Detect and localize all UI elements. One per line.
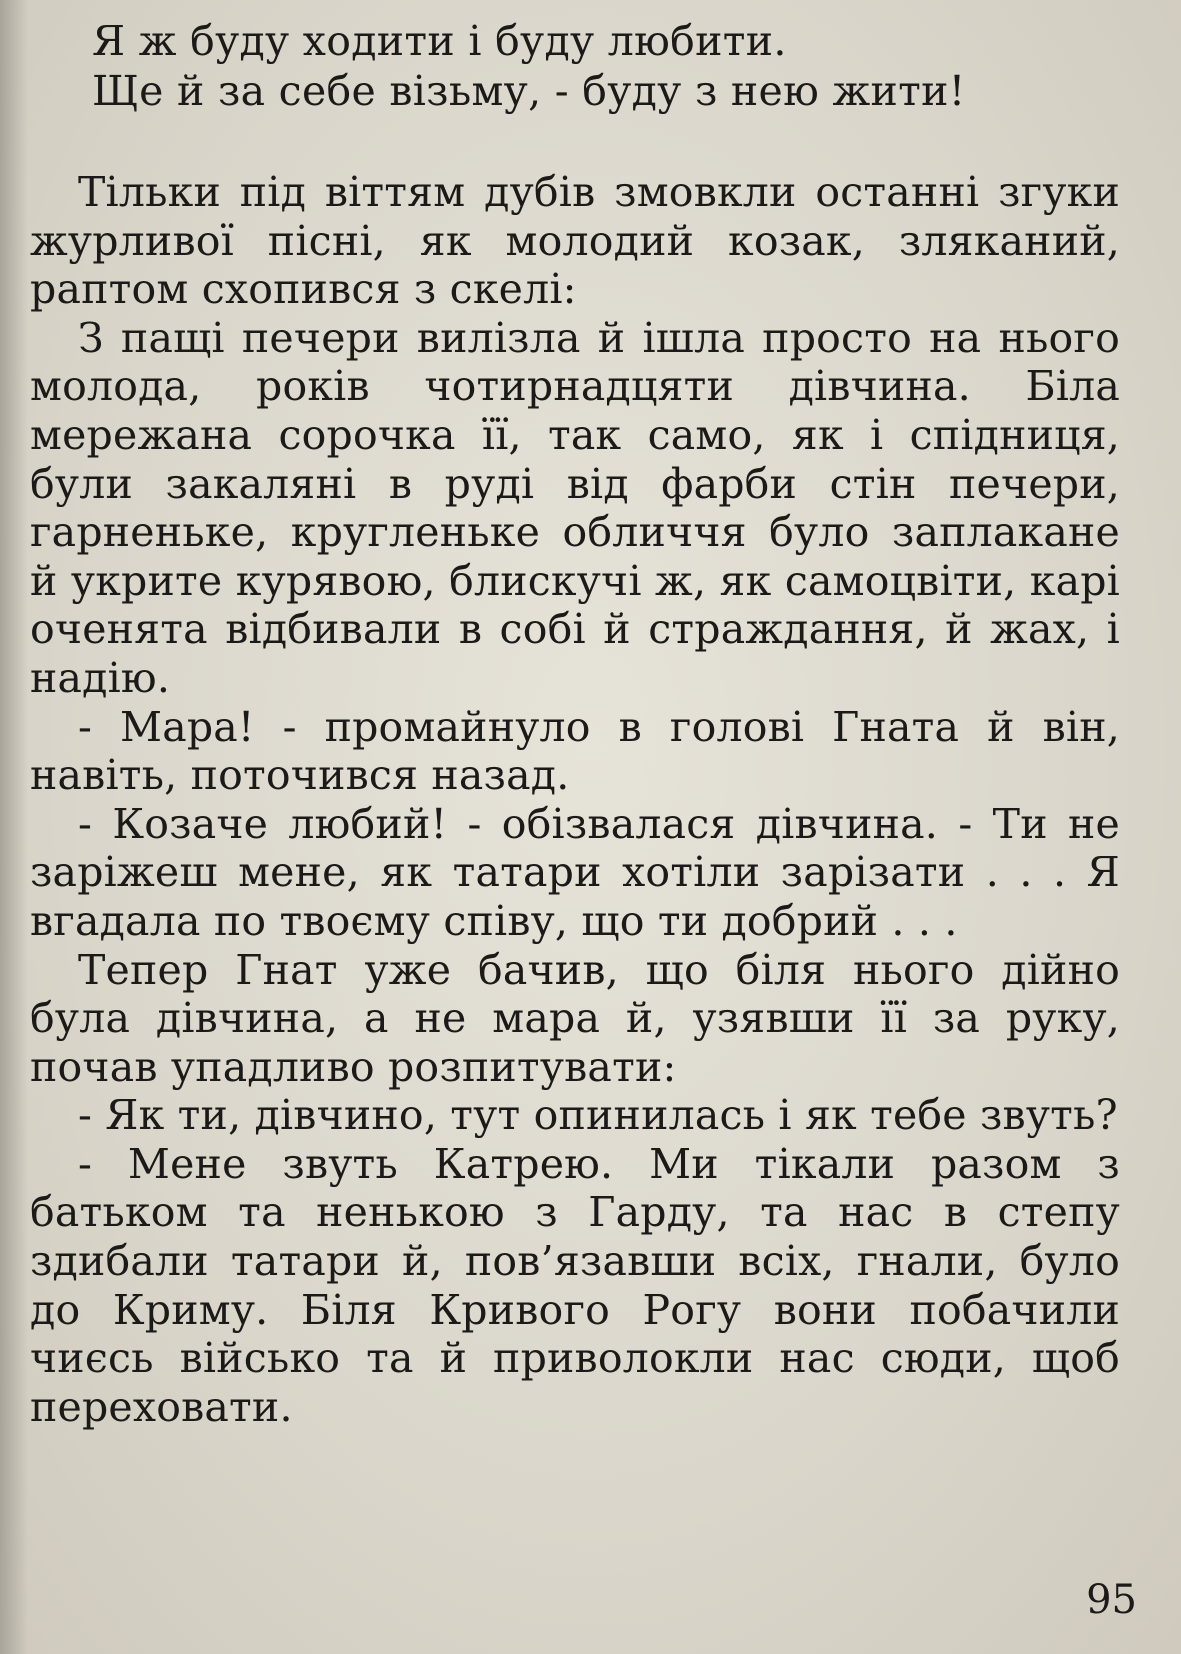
spine-shadow: [0, 0, 28, 1654]
dialogue-paragraph: - Козаче любий! - обізвалася дівчина. - Ти не заріжеш мене, як татари хотіли зарізати . . . Я вгадала по твоєму співу, що ти добрий . . .: [30, 799, 1120, 945]
paragraph: Тільки під віттям дубів змовкли останні згуки журливої пісні, як молодий козак, зляканий, раптом схопився з скелі:: [30, 168, 1120, 314]
dialogue-paragraph: - Мене звуть Катрею. Ми тікали разом з батьком та ненькою з Гарду, та нас в степу здибали татари й, пов’язавши всіх, гнали, було до Криму. Біля Кривого Рогу вони побачили чиєсь військо та й приволокли нас сюди, щоб переховати.: [30, 1139, 1120, 1431]
dialogue-paragraph: - Як ти, дівчино, тут опинилась і як тебе звуть?: [78, 1091, 1118, 1140]
text-block: [30, 16, 1120, 1431]
verse-line: Я ж буду ходити і буду любити.: [92, 17, 787, 65]
page-number: 95: [1086, 1577, 1137, 1623]
prose: [30, 168, 1120, 1431]
verse-line: Ще й за себе візьму, - буду з нею жити!: [92, 67, 966, 115]
paragraph: Тепер Гнат уже бачив, що біля нього дійно була дівчина, а не мара й, узявши її за руку, почав упадливо розпитувати:: [30, 945, 1120, 1091]
verse: [92, 16, 1120, 116]
dialogue-paragraph: - Мара! - промайнуло в голові Гната й він, навіть, поточився назад.: [30, 702, 1120, 800]
paragraph: З пащі печери вилізла й ішла просто на нього молода, років чотирнадцяти дівчина. Біла мережана сорочка її, так само, як і спідниця, були закаляні в руді від фарби стін печери, гарненьке, кругленьке обличчя було заплакане й укрите курявою, блискучі ж, як самоцвіти, карі оченята відбивали в собі й страждання, й жах, і надію.: [30, 313, 1120, 702]
